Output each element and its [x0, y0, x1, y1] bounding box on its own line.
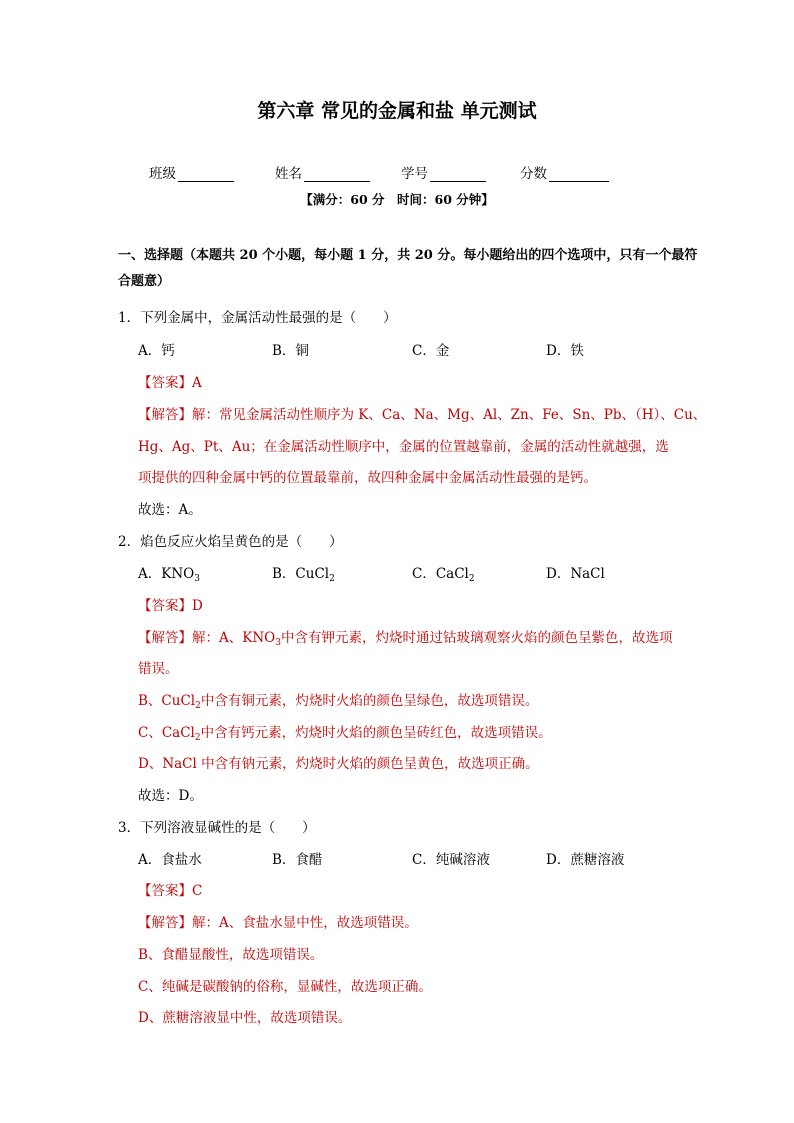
q1-explain-line-1 [138, 403, 706, 423]
q2-explain-a-sub: 3 [275, 638, 281, 648]
q2-explain-b [138, 689, 538, 711]
q2-explain-b-post: 中含有铜元素，灼烧时火焰的颜色呈绿色，故选项错误。 [200, 693, 539, 709]
explain-tag: 【解答】 [138, 407, 192, 423]
q2-explain-c-post: 中含有钙元素，灼烧时火焰的颜色呈砖红色，故选项错误。 [200, 725, 552, 741]
id-blank [430, 167, 486, 182]
q2-option-a-sub: 3 [194, 574, 200, 584]
q3-explain-line-2: B、食醋显酸性，故选项错误。 [138, 947, 324, 963]
q1-explain-line-3: 项提供的四种金属中钙的位置最靠前，故四种金属中金属活动性最强的是钙。 [138, 470, 597, 486]
q1-option-d: D．铁 [546, 343, 584, 359]
q2-option-a-text: A．KNO [138, 566, 195, 582]
q2-explain-b-sub: 2 [195, 701, 201, 711]
q3-option-d: D．蔗糖溶液 [546, 852, 625, 868]
q1-answer-value: A [192, 375, 202, 391]
q1-answer [138, 371, 202, 391]
q2-answer-value: D [192, 598, 203, 614]
q2-explain-b-pre: B、CuCl [138, 693, 196, 709]
q2-conclusion: 故选：D。 [138, 788, 203, 804]
q1-option-b: B．铜 [272, 343, 309, 359]
q1-explain-text-1: 解：常见金属活动性顺序为 K、Ca、Na、Mg、Al、Zn、Fe、Sn、Pb、（H）、Cu、 [192, 407, 707, 423]
question-1-stem: 1．下列金属中，金属活动性最强的是（ ） [118, 310, 397, 326]
q2-option-b-sub: 2 [329, 574, 335, 584]
q2-explain-c-sub: 2 [194, 733, 201, 743]
q3-explain-line-3: C、纯碱是碳酸钠的俗称，显碱性，故选项正确。 [138, 979, 432, 995]
q2-option-c-sub: 2 [468, 574, 475, 584]
q2-explain-c [138, 721, 552, 743]
q1-option-a: A．钙 [138, 343, 175, 359]
q2-option-c-text: C．CaCl [412, 566, 469, 582]
class-blank [178, 167, 234, 182]
score-label: 分数 [520, 166, 547, 182]
q3-explain-text-1: 解：A、食盐水显中性，故选项错误。 [192, 915, 418, 931]
q2-explain-d: D、NaCl 中含有钠元素，灼烧时火焰的颜色呈黄色，故选项正确。 [138, 756, 539, 772]
explain-tag: 【解答】 [138, 630, 192, 646]
name-blank [304, 167, 370, 182]
name-field [275, 162, 370, 182]
q3-explain-line-1 [138, 911, 418, 931]
q3-option-a: A．食盐水 [138, 852, 202, 868]
q1-option-c: C．金 [412, 343, 450, 359]
answer-tag: 【答案】 [138, 375, 192, 391]
q2-option-b-text: B．CuCl [272, 566, 330, 582]
q2-explain-a-post: 中含有钾元素，灼烧时通过钴玻璃观察火焰的颜色呈紫色，故选项 [280, 630, 673, 646]
score-blank [549, 167, 609, 182]
q1-conclusion: 故选：A。 [138, 502, 202, 518]
q2-option-d: D．NaCl [546, 566, 605, 582]
page-title: 第六章 常见的金属和盐 单元测试 [257, 100, 537, 122]
q2-option-c [412, 562, 475, 584]
q2-option-a [138, 562, 200, 584]
q2-explain-a-pre: 解：A、KNO [192, 630, 276, 646]
id-label: 学号 [401, 166, 428, 182]
q3-option-c: C．纯碱溶液 [412, 852, 490, 868]
q3-answer-value: C [192, 883, 203, 899]
q2-explain-c-pre: C、CaCl [138, 725, 195, 741]
answer-tag: 【答案】 [138, 883, 192, 899]
q3-answer [138, 879, 202, 899]
q3-option-b: B．食醋 [272, 852, 323, 868]
q2-answer [138, 594, 203, 614]
answer-tag: 【答案】 [138, 598, 192, 614]
q2-option-b [272, 562, 335, 584]
q3-explain-line-4: D、蔗糖溶液显中性，故选项错误。 [138, 1010, 352, 1026]
explain-tag: 【解答】 [138, 915, 192, 931]
name-label: 姓名 [275, 166, 302, 182]
section-heading: 一、选择题（本题共 20 个小题，每小题 1 分，共 20 分。每小题给出的四个选项中，只有一个最符合题意） [118, 248, 698, 289]
q2-explain-line-1 [138, 626, 672, 648]
class-label: 班级 [149, 166, 176, 182]
q1-explain-line-2: Hg、Ag、Pt、Au；在金属活动性顺序中，金属的位置越靠前，金属的活动性就越强，选 [138, 439, 669, 455]
score-field [520, 162, 609, 182]
question-3-stem: 3．下列溶液显碱性的是（ ） [118, 820, 316, 836]
q2-explain-line-2: 错误。 [138, 661, 179, 677]
id-field [401, 162, 486, 182]
exam-meta: 【满分：60 分 时间：60 分钟】 [300, 192, 494, 207]
class-field [149, 162, 234, 182]
question-2-stem: 2．焰色反应火焰呈黄色的是（ ） [118, 534, 343, 550]
